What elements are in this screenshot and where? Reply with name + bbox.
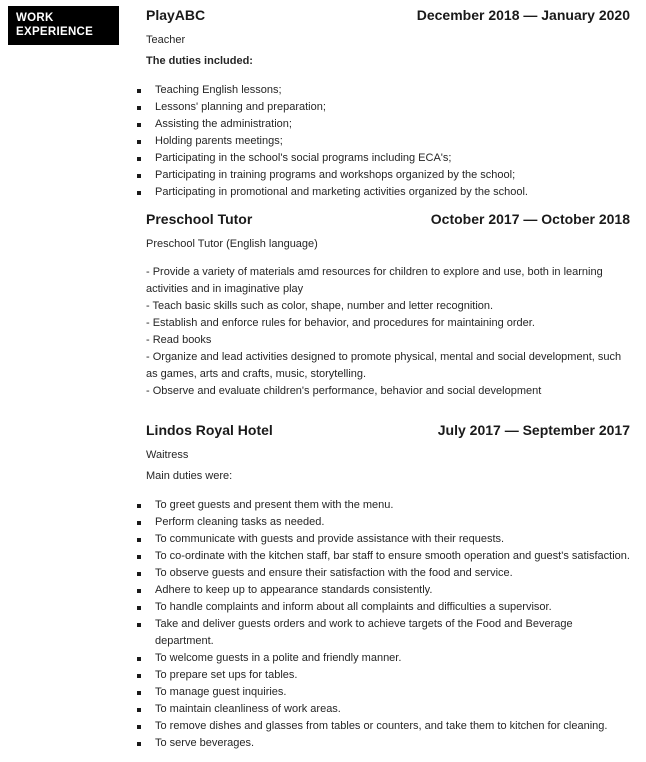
duty-text: To handle complaints and inform about all complaints and difficulties a supervisor. (155, 601, 552, 613)
duty-list-item (146, 514, 630, 531)
duty-line: - Read books (146, 334, 212, 346)
duty-list-item (146, 116, 630, 133)
duty-text: To communicate with guests and provide assistance with their requests. (155, 533, 505, 545)
duty-list-item (146, 167, 630, 184)
duty-text: Lessons' planning and preparation; (155, 101, 326, 113)
duty-text: To greet guests and present them with the menu. (155, 499, 394, 511)
duty-line: - Provide a variety of materials amd resources for children to explore and use, both in learning activities and in imaginative play (146, 266, 603, 295)
duty-list-item (146, 684, 630, 701)
duty-list-item (146, 582, 630, 599)
company-name: PlayABC (146, 7, 206, 23)
square-bullet-icon (137, 504, 141, 508)
duty-line: - Establish and enforce rules for behavior, and procedures for maintaining order. (146, 317, 535, 329)
duty-line: - Teach basic skills such as color, shape, number and letter recognition. (146, 300, 494, 312)
section-label-line1: WORK (16, 12, 54, 24)
duty-text: Assisting the administration; (155, 118, 292, 130)
duty-text: Participating in training programs and workshops organized by the school; (155, 169, 516, 181)
date-range: December 2018 — January 2020 (416, 7, 630, 23)
duty-text: Teaching English lessons; (155, 84, 282, 96)
square-bullet-icon (137, 606, 141, 610)
duty-list-item (146, 650, 630, 667)
duty-line: - Organize and lead activities designed to promote physical, mental and social development, such as games, arts and crafts, music, storytelling. (146, 351, 622, 380)
duty-text: To prepare set ups for tables. (155, 669, 298, 681)
duty-text: Take and deliver guests orders and work to achieve targets of the Food and Beverage department. (155, 618, 573, 647)
duty-list-item (146, 99, 630, 116)
duty-text: Participating in the school's social programs including ECA's; (155, 152, 452, 164)
job-header (146, 7, 630, 24)
date-range: October 2017 — October 2018 (430, 211, 630, 227)
duty-text: Adhere to keep up to appearance standards consistently. (155, 584, 433, 596)
date-range: July 2017 — September 2017 (437, 422, 630, 438)
duty-text: To welcome guests in a polite and friendly manner. (155, 652, 402, 664)
square-bullet-icon (137, 538, 141, 542)
square-bullet-icon (137, 725, 141, 729)
job-entry-playabc (146, 7, 630, 201)
duties-list (146, 264, 630, 400)
job-header (146, 211, 630, 228)
duty-list-item (146, 150, 630, 167)
job-title: Waitress (146, 449, 189, 461)
duty-list-item (146, 184, 630, 201)
duty-list-item (146, 531, 630, 548)
company-name: Lindos Royal Hotel (146, 422, 273, 438)
square-bullet-icon (137, 521, 141, 525)
duty-text: Perform cleaning tasks as needed. (155, 516, 325, 528)
square-bullet-icon (137, 89, 141, 93)
duty-text: To manage guest inquiries. (155, 686, 287, 698)
duty-list-item (146, 497, 630, 514)
duty-list-item (146, 133, 630, 150)
duty-list-item (146, 735, 630, 752)
section-label-line2: EXPERIENCE (16, 26, 94, 38)
duty-text: To maintain cleanliness of work areas. (155, 703, 341, 715)
square-bullet-icon (137, 140, 141, 144)
square-bullet-icon (137, 674, 141, 678)
duties-list (146, 82, 630, 201)
duty-text: To serve beverages. (155, 737, 255, 749)
duties-list (146, 497, 630, 752)
square-bullet-icon (137, 106, 141, 110)
square-bullet-icon (137, 657, 141, 661)
square-bullet-icon (137, 555, 141, 559)
job-entry-preschool-tutor (146, 211, 630, 400)
duty-text: To remove dishes and glasses from tables or counters, and take them to kitchen for cleaning. (155, 720, 608, 732)
square-bullet-icon (137, 691, 141, 695)
square-bullet-icon (137, 742, 141, 746)
square-bullet-icon (137, 191, 141, 195)
job-entry-lindos-royal-hotel (146, 422, 630, 752)
duty-text: To co-ordinate with the kitchen staff, bar staff to ensure smooth operation and guest's satisfaction. (155, 550, 630, 562)
duties-lead-in: The duties included: (146, 55, 253, 67)
duty-list-item (146, 548, 630, 565)
duty-list-item (146, 82, 630, 99)
duty-list-item (146, 599, 630, 616)
job-title: Preschool Tutor (English language) (146, 238, 318, 250)
duty-text: To observe guests and ensure their satisfaction with the food and service. (155, 567, 513, 579)
square-bullet-icon (137, 157, 141, 161)
duty-list-item (146, 718, 630, 735)
square-bullet-icon (137, 123, 141, 127)
square-bullet-icon (137, 174, 141, 178)
duty-list-item (146, 667, 630, 684)
company-name: Preschool Tutor (146, 211, 253, 227)
duty-list-item (146, 616, 630, 650)
duty-list-item (146, 701, 630, 718)
work-experience-section-label (8, 6, 119, 45)
job-header (146, 422, 630, 439)
job-title: Teacher (146, 34, 186, 46)
work-experience-content (146, 7, 630, 762)
square-bullet-icon (137, 572, 141, 576)
duty-line: - Observe and evaluate children's performance, behavior and social development (146, 385, 542, 397)
square-bullet-icon (137, 708, 141, 712)
square-bullet-icon (137, 623, 141, 627)
square-bullet-icon (137, 589, 141, 593)
duties-lead-in: Main duties were: (146, 470, 233, 482)
duty-list-item (146, 565, 630, 582)
duty-text: Participating in promotional and marketing activities organized by the school. (155, 186, 528, 198)
duty-text: Holding parents meetings; (155, 135, 283, 147)
